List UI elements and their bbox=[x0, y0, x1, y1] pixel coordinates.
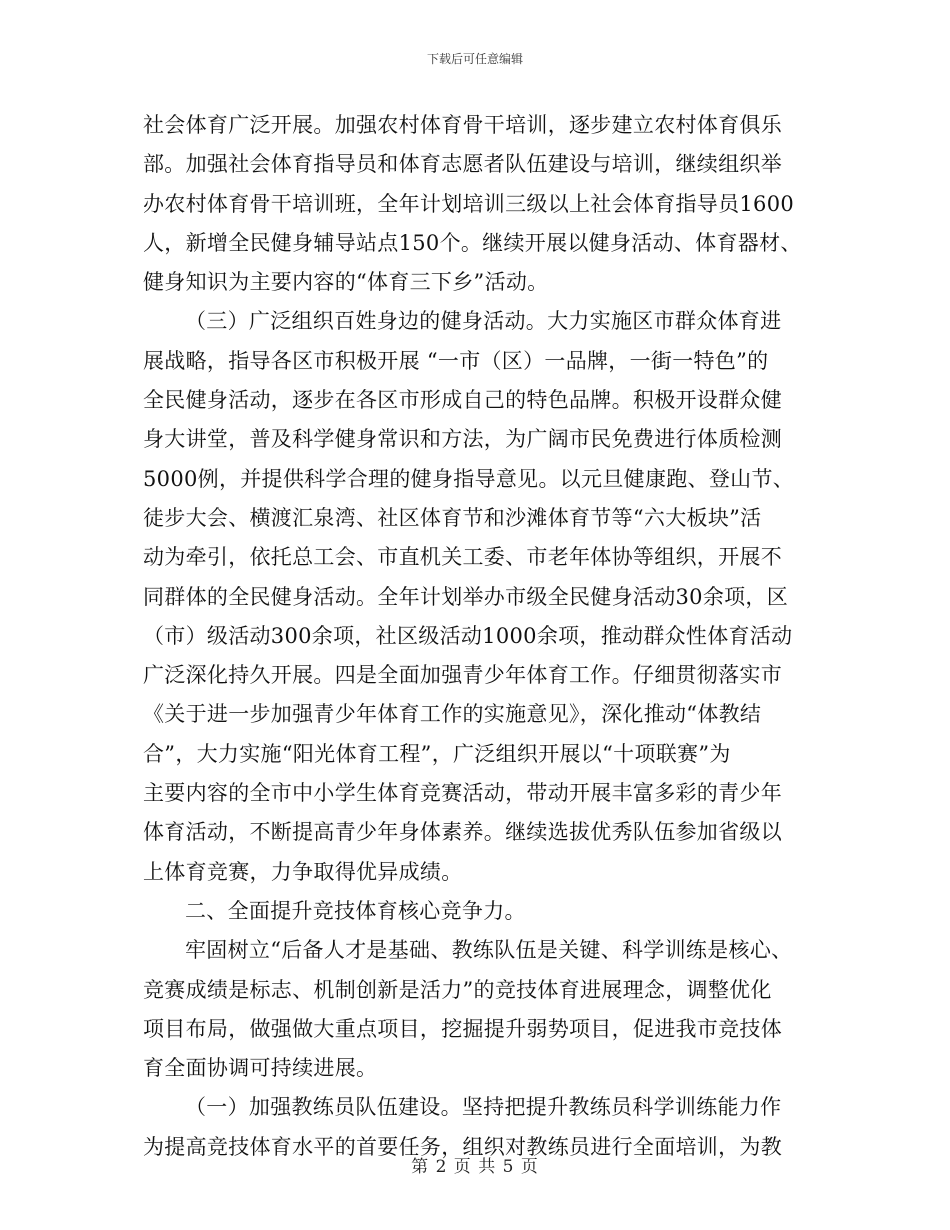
page-header bbox=[0, 51, 950, 67]
text-line: 牢固树立“后备人才是基础、教练队伍是关键、科学训练是核心、 bbox=[185, 938, 793, 963]
text-line: 全民健身活动，逐步在各区市形成自己的特色品牌。积极开设群众健 bbox=[143, 388, 782, 413]
text-line: 健身知识为主要内容的“体育三下乡”活动。 bbox=[143, 270, 549, 295]
page-number-label: 第 2 页 共 5 页 bbox=[411, 1157, 539, 1177]
text-line: 为提高竞技体育水平的首要任务，组织对教练员进行全面培训，为教 bbox=[143, 1134, 782, 1159]
text-line: 项目布局，做强做大重点项目，挖掘提升弱势项目，促进我市竞技体 bbox=[143, 1016, 782, 1041]
text-line: 展战略，指导各区市积极开展 “一市（区）一品牌，一街一特色”的 bbox=[143, 348, 769, 373]
text-line: 同群体的全民健身活动。全年计划举办市级全民健身活动30余项，区 bbox=[143, 584, 789, 609]
text-line: 《关于进一步加强青少年体育工作的实施意见》，深化推动“体教结 bbox=[143, 702, 762, 727]
text-line: 人，新增全民健身辅导站点150个。继续开展以健身活动、体育器材、 bbox=[143, 230, 802, 255]
page-footer bbox=[0, 1156, 950, 1178]
text-line: 5000例，并提供科学合理的健身指导意见。以元旦健康跑、登山节、 bbox=[143, 466, 795, 491]
text-line: 广泛深化持久开展。四是全面加强青少年体育工作。仔细贯彻落实市 bbox=[143, 663, 782, 688]
text-line: 徒步大会、横渡汇泉湾、社区体育节和沙滩体育节等“六大板块”活 bbox=[143, 505, 762, 530]
text-line: 合”，大力实施“阳光体育工程”，广泛组织开展以“十项联赛”为 bbox=[143, 741, 731, 766]
text-line: 上体育竞赛，力争取得优异成绩。 bbox=[143, 859, 463, 884]
text-line: 动为牵引，依托总工会、市直机关工委、市老年体协等组织，开展不 bbox=[143, 545, 782, 570]
text-line: 社会体育广泛开展。加强农村体育骨干培训，逐步建立农村体育俱乐 bbox=[143, 113, 782, 137]
text-line: 主要内容的全市中小学生体育竞赛活动，带动开展丰富多彩的青少年 bbox=[143, 781, 782, 806]
text-line: 体育活动，不断提高青少年身体素养。继续选拔优秀队伍参加省级以 bbox=[143, 820, 782, 845]
text-line: 办农村体育骨干培训班，全年计划培训三级以上社会体育指导员1600 bbox=[143, 191, 795, 216]
header-note: 下载后可任意编辑 bbox=[426, 52, 523, 66]
text-line: 二、全面提升竞技体育核心竞争力。 bbox=[185, 898, 526, 923]
text-line: （三）广泛组织百姓身边的健身活动。大力实施区市群众体育进 bbox=[185, 309, 782, 334]
text-line: （一）加强教练员队伍建设。坚持把提升教练员科学训练能力作 bbox=[185, 1095, 782, 1120]
text-line: （市）级活动300余项，社区级活动1000余项，推动群众性体育活动 bbox=[143, 623, 793, 648]
text-line: 竞赛成绩是标志、机制创新是活力”的竞技体育进展理念，调整优化 bbox=[143, 977, 772, 1002]
text-line: 育全面协调可持续进展。 bbox=[143, 1056, 378, 1081]
text-line: 身大讲堂，普及科学健身常识和方法，为广阔市民免费进行体质检测 bbox=[143, 427, 782, 452]
document-body bbox=[143, 106, 807, 1167]
text-line: 部。加强社会体育指导员和体育志愿者队伍建设与培训，继续组织举 bbox=[143, 152, 782, 177]
